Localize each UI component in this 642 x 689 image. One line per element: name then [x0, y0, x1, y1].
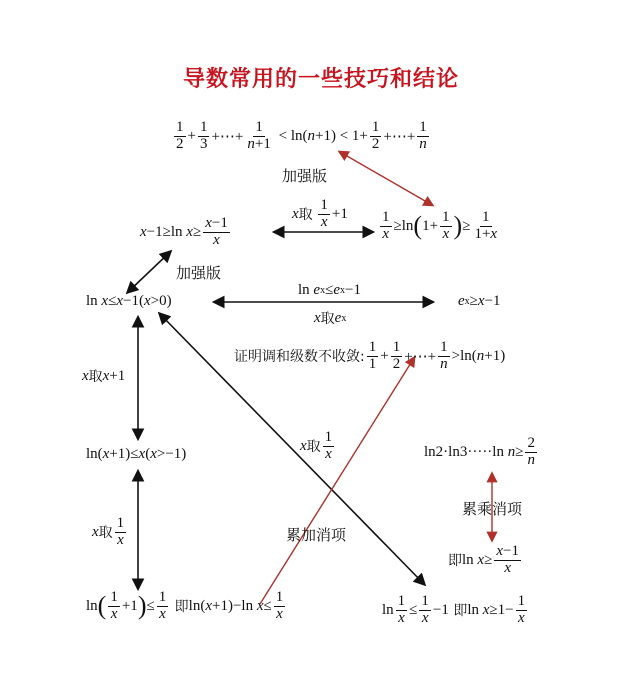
arrow-strengthen-top [340, 152, 432, 205]
arrow-strengthen-left [128, 252, 170, 292]
formula-ln-x-plus-1: ln( x +1)≤ x ( x >−1) [86, 446, 187, 462]
formula-harmonic: 证明调和级数不收敛: $\frac{1}{1}$ + $\frac{1}{2}$ +⋯+ $\frac{1}{n}$ >ln( n +1) [234, 339, 506, 372]
formula-top: $\frac{1}{2}$ + $\frac{1}{3}$ +⋯+ $\frac{1}{n+1}$ < ln( n +1) < 1+ $\frac{1}{2}$ +⋯+ $\frac{1}{n}$ [176, 119, 427, 152]
formula-ex-top: ln e x ≤ e x −1 [298, 282, 361, 298]
formula-product-result: 即 ln x ≥ $\frac{x-1}{x}$ [448, 543, 519, 576]
formula-ex: e x ≥ x −1 [458, 293, 501, 309]
label-telescoping-product: 累乘消项 [462, 500, 523, 518]
label-x-take-x1: x 取 x +1 [82, 367, 126, 385]
formula-bottom-left: ln ( $\frac{1}{x}$ +1 ) ≤ $\frac{1}{x}$ 即 ln( x +1)−ln x ≤ $\frac{1}{x}$ [86, 589, 284, 622]
label-x-take-top: x 取 $\frac{1}{x}$ +1 [292, 197, 348, 230]
formula-right-row1: $\frac{1}{x}$ ≥ln ( 1+ $\frac{1}{x}$ ) ≥ $\frac{1}{1+x}$ [382, 209, 498, 242]
page-title: 导数常用的一些技巧和结论 [182, 67, 459, 92]
arrow-telescoping-sum [260, 358, 414, 604]
formula-product: ln2·ln3·····ln n ≥ $\frac{2}{n}$ [424, 435, 535, 468]
label-x-take-e: x 取 e x [314, 309, 347, 327]
formula-bottom-right: ln $\frac{1}{x}$ ≤ $\frac{1}{x}$ −1 即 ln x ≥1− $\frac{1}{x}$ [382, 593, 526, 626]
label-strengthen-top: 加强版 [282, 167, 328, 185]
formula-lnx: ln x ≤ x −1( x >0) [86, 293, 172, 309]
label-strengthen-left: 加强版 [176, 264, 222, 282]
label-telescoping-sum: 累加消项 [286, 526, 347, 544]
label-harmonic: 证明调和级数不收敛: [234, 349, 365, 366]
formula-left-row1: x −1≥ln x ≥ $\frac{x-1}{x}$ [140, 215, 228, 248]
label-x-take-frac-left: x 取 $\frac{1}{x}$ [92, 515, 125, 548]
label-x-take-frac-mid: x 取 $\frac{1}{x}$ [300, 429, 333, 462]
